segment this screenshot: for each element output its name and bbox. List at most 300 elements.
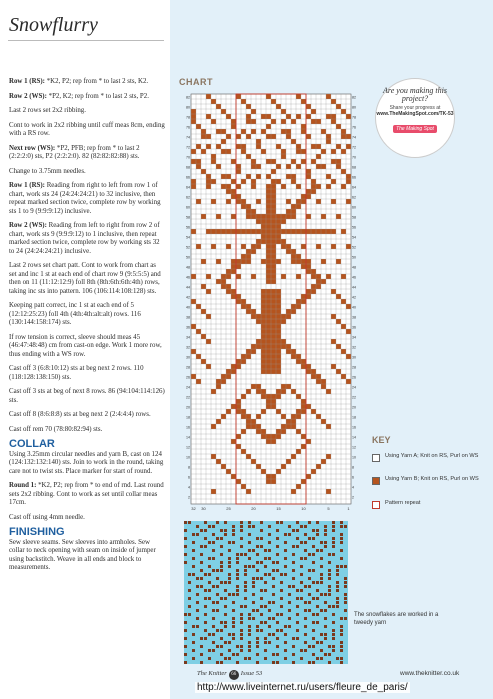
chart-stitch <box>311 274 316 279</box>
swatch-stitch <box>296 637 299 640</box>
chart-row-label: 72 <box>352 145 356 150</box>
swatch-stitch <box>212 625 215 628</box>
swatch-stitch <box>280 581 283 584</box>
instruction-text: Last 2 rows set chart patt. Cont to work from chart as set and inc 1 st at each end of chart row 9 (9:5:5:5) and then on 11 (11:12:12:9) foll 8th (8th:6th:6th:4th) rows, taking inc sts into pattern. 106 (106:114:108:128) sts. <box>9 262 161 295</box>
chart-stitch <box>266 214 271 219</box>
chart-stitch <box>321 214 326 219</box>
chart-stitch <box>326 274 331 279</box>
swatch-stitch <box>224 589 227 592</box>
swatch-stitch <box>260 577 263 580</box>
finishing-text: Sew sleeve seams. Sew sleeves into armholes. Sew collar to neck opening with seam on inside of jumper using backstitch. Weave in all ends and block to measurements. <box>9 538 156 571</box>
chart-stitch <box>261 234 266 239</box>
swatch-stitch <box>220 553 223 556</box>
chart-stitch <box>336 124 341 129</box>
swatch-stitch <box>320 641 323 644</box>
chart-stitch <box>331 179 336 184</box>
swatch-stitch <box>236 653 239 656</box>
swatch-stitch <box>312 581 315 584</box>
swatch-stitch <box>304 633 307 636</box>
chart-stitch <box>296 164 301 169</box>
chart-stitch <box>326 184 331 189</box>
chart-stitch <box>291 204 296 209</box>
chart-stitch <box>321 149 326 154</box>
swatch-stitch <box>320 633 323 636</box>
chart-stitch <box>236 444 241 449</box>
chart-stitch <box>281 184 286 189</box>
chart-row-label: 78 <box>186 115 190 120</box>
swatch-stitch <box>296 521 299 524</box>
chart-stitch <box>266 209 271 214</box>
chart-stitch <box>196 124 201 129</box>
swatch-stitch <box>276 621 279 624</box>
chart-stitch <box>306 194 311 199</box>
instruction-row-label: Row 1 (RS): <box>9 182 45 189</box>
chart-stitch <box>291 174 296 179</box>
swatch-stitch <box>324 609 327 612</box>
swatch-stitch <box>332 545 335 548</box>
chart-stitch <box>276 329 281 334</box>
swatch-stitch <box>208 573 211 576</box>
swatch-stitch <box>252 593 255 596</box>
chart-stitch <box>266 224 271 229</box>
swatch-stitch <box>196 577 199 580</box>
knitted-swatch-photo <box>184 521 348 664</box>
chart-stitch <box>271 234 276 239</box>
swatch-stitch <box>280 597 283 600</box>
chart-stitch <box>306 264 311 269</box>
chart-stitch <box>261 434 266 439</box>
chart-stitch <box>221 464 226 469</box>
swatch-stitch <box>240 637 243 640</box>
swatch-stitch <box>240 645 243 648</box>
chart-stitch <box>276 239 281 244</box>
chart-stitch <box>336 344 341 349</box>
chart-stitch <box>331 364 336 369</box>
swatch-stitch <box>324 637 327 640</box>
chart-stitch <box>246 349 251 354</box>
swatch-stitch <box>184 545 187 548</box>
swatch-stitch <box>192 633 195 636</box>
chart-stitch <box>256 229 261 234</box>
chart-row-label: 14 <box>186 435 190 440</box>
swatch-stitch <box>332 649 335 652</box>
swatch-stitch <box>212 633 215 636</box>
chart-row-label: 12 <box>186 445 190 450</box>
chart-stitch <box>231 289 236 294</box>
chart-row-label: 70 <box>186 155 190 160</box>
instruction-paragraph <box>9 78 165 87</box>
swatch-stitch <box>244 573 247 576</box>
chart-stitch <box>211 199 216 204</box>
chart-stitch <box>261 214 266 219</box>
swatch-stitch <box>256 645 259 648</box>
chart-row-label: 18 <box>352 415 356 420</box>
chart-row-label: 70 <box>352 155 356 160</box>
chart-stitch <box>271 349 276 354</box>
chart-stitch <box>221 284 226 289</box>
chart-stitch <box>291 389 296 394</box>
chart-row-label: 44 <box>186 285 190 290</box>
chart-stitch <box>296 359 301 364</box>
swatch-stitch <box>192 549 195 552</box>
swatch-stitch <box>200 653 203 656</box>
swatch-stitch <box>220 569 223 572</box>
swatch-stitch <box>332 621 335 624</box>
chart-stitch <box>271 299 276 304</box>
chart-stitch <box>276 179 281 184</box>
swatch-stitch <box>316 613 319 616</box>
chart-stitch <box>221 109 226 114</box>
chart-stitch <box>206 274 211 279</box>
chart-stitch <box>256 414 261 419</box>
chart-stitch <box>321 259 326 264</box>
chart-row-label: 2 <box>188 495 190 500</box>
promo-url[interactable]: www.TheMakingSpot.com/TK-53 <box>376 111 454 117</box>
chart-row-label: 74 <box>186 135 190 140</box>
chart-stitch <box>246 114 251 119</box>
chart-row-label: 32 <box>352 345 356 350</box>
swatch-stitch <box>304 541 307 544</box>
chart-stitch <box>266 189 271 194</box>
swatch-stitch <box>268 573 271 576</box>
chart-stitch <box>266 349 271 354</box>
chart-stitch <box>291 229 296 234</box>
chart-stitch <box>281 239 286 244</box>
swatch-stitch <box>200 577 203 580</box>
swatch-stitch <box>240 553 243 556</box>
chart-stitch <box>266 269 271 274</box>
making-spot-logo: The Making Spot <box>393 125 437 133</box>
chart-row-label: 22 <box>352 395 356 400</box>
swatch-stitch <box>272 661 275 664</box>
chart-stitch <box>271 304 276 309</box>
chart-stitch <box>201 134 206 139</box>
swatch-stitch <box>212 649 215 652</box>
chart-stitch <box>281 219 286 224</box>
swatch-stitch <box>252 525 255 528</box>
chart-stitch <box>306 174 311 179</box>
swatch-stitch <box>304 609 307 612</box>
swatch-stitch <box>324 525 327 528</box>
chart-stitch <box>276 339 281 344</box>
chart-stitch <box>316 184 321 189</box>
finishing-heading: FINISHING <box>9 526 65 538</box>
swatch-stitch <box>336 589 339 592</box>
swatch-stitch <box>304 533 307 536</box>
chart-stitch <box>316 464 321 469</box>
chart-stitch <box>261 224 266 229</box>
swatch-stitch <box>232 653 235 656</box>
instruction-paragraph <box>9 122 165 139</box>
chart-row-label: 52 <box>186 245 190 250</box>
swatch-stitch <box>224 533 227 536</box>
chart-row-label: 72 <box>186 145 190 150</box>
chart-row-label: 20 <box>186 405 190 410</box>
chart-row-label: 38 <box>186 315 190 320</box>
chart-stitch <box>206 94 211 99</box>
chart-stitch <box>321 379 326 384</box>
swatch-stitch <box>240 521 243 524</box>
chart-stitch <box>241 179 246 184</box>
chart-stitch <box>291 119 296 124</box>
swatch-stitch <box>228 549 231 552</box>
chart-stitch <box>256 389 261 394</box>
chart-stitch <box>286 129 291 134</box>
swatch-stitch <box>328 569 331 572</box>
chart-stitch <box>191 109 196 114</box>
chart-stitch <box>316 144 321 149</box>
chart-stitch <box>341 229 346 234</box>
chart-stitch <box>266 319 271 324</box>
chart-stitch <box>276 359 281 364</box>
chart-stitch <box>271 399 276 404</box>
chart-row-label: 14 <box>352 435 356 440</box>
chart-stitch <box>336 104 341 109</box>
chart-stitch <box>276 289 281 294</box>
chart-stitch <box>256 219 261 224</box>
instruction-text: Reading from left to right from row 2 of chart, work sts 9 (9:9:9:12) to 1 inclusive, then repeat marked section twice, complete row by working sts 32 to 24 (24:24:24:21) inclusive. <box>9 222 160 255</box>
swatch-stitch <box>316 521 319 524</box>
chart-stitch <box>281 214 286 219</box>
instruction-text: Cast off using 4mm needle. <box>9 513 85 521</box>
swatch-stitch <box>192 657 195 660</box>
chart-stitch <box>216 384 221 389</box>
swatch-stitch <box>224 621 227 624</box>
chart-stitch <box>221 274 226 279</box>
chart-stitch <box>221 174 226 179</box>
swatch-stitch <box>280 613 283 616</box>
chart-stitch <box>266 174 271 179</box>
chart-stitch <box>256 429 261 434</box>
chart-stitch <box>271 479 276 484</box>
swatch-stitch <box>344 577 347 580</box>
swatch-stitch <box>204 589 207 592</box>
chart-stitch <box>346 329 351 334</box>
swatch-stitch <box>260 629 263 632</box>
chart-stitch <box>276 259 281 264</box>
chart-stitch <box>306 104 311 109</box>
chart-stitch <box>311 189 316 194</box>
swatch-stitch <box>292 661 295 664</box>
swatch-stitch <box>204 573 207 576</box>
chart-stitch <box>311 184 316 189</box>
chart-stitch <box>221 279 226 284</box>
instruction-text: *P2, K2; rep from * to last 2 sts, P2. <box>46 92 149 100</box>
chart-row-label: 26 <box>186 375 190 380</box>
swatch-stitch <box>240 605 243 608</box>
chart-stitch <box>276 354 281 359</box>
swatch-stitch <box>252 617 255 620</box>
chart-stitch <box>341 349 346 354</box>
chart-stitch <box>271 239 276 244</box>
chart-stitch <box>296 254 301 259</box>
swatch-stitch <box>332 541 335 544</box>
swatch-stitch <box>344 597 347 600</box>
chart-stitch <box>276 294 281 299</box>
chart-stitch <box>261 294 266 299</box>
swatch-stitch <box>284 549 287 552</box>
chart-column-label: 1 <box>347 506 350 510</box>
swatch-stitch <box>336 597 339 600</box>
swatch-stitch <box>204 637 207 640</box>
swatch-stitch <box>320 649 323 652</box>
chart-stitch <box>256 319 261 324</box>
promo-badge[interactable] <box>375 78 455 158</box>
chart-stitch <box>306 259 311 264</box>
chart-stitch <box>196 159 201 164</box>
swatch-stitch <box>196 525 199 528</box>
chart-row-label: 34 <box>186 335 190 340</box>
chart-row-label: 54 <box>352 235 356 240</box>
swatch-stitch <box>240 649 243 652</box>
chart-stitch <box>286 244 291 249</box>
instruction-paragraph <box>9 388 165 405</box>
chart-stitch <box>211 389 216 394</box>
chart-stitch <box>201 359 206 364</box>
swatch-stitch <box>284 573 287 576</box>
chart-stitch <box>256 214 261 219</box>
chart-stitch <box>296 274 301 279</box>
chart-stitch <box>251 119 256 124</box>
chart-stitch <box>301 129 306 134</box>
chart-row-label: 20 <box>352 405 356 410</box>
footer-site[interactable]: www.theknitter.co.uk <box>400 670 460 677</box>
watermark-url[interactable]: http://www.liveinternet.ru/users/fleure_de_paris/ <box>197 682 408 693</box>
swatch-stitch <box>280 605 283 608</box>
chart-stitch <box>221 379 226 384</box>
swatch-stitch <box>256 553 259 556</box>
chart-stitch <box>336 144 341 149</box>
chart-stitch <box>281 129 286 134</box>
swatch-stitch <box>208 525 211 528</box>
swatch-stitch <box>252 585 255 588</box>
chart-stitch <box>316 119 321 124</box>
swatch-stitch <box>256 661 259 664</box>
chart-stitch <box>256 164 261 169</box>
chart-stitch <box>241 144 246 149</box>
swatch-stitch <box>300 649 303 652</box>
chart-stitch <box>261 354 266 359</box>
chart-stitch <box>336 259 341 264</box>
swatch-stitch <box>344 525 347 528</box>
chart-stitch <box>281 109 286 114</box>
swatch-stitch <box>320 577 323 580</box>
chart-stitch <box>301 444 306 449</box>
chart-stitch <box>266 364 271 369</box>
swatch-stitch <box>188 521 191 524</box>
chart-stitch <box>316 374 321 379</box>
swatch-stitch <box>256 561 259 564</box>
swatch-stitch <box>192 641 195 644</box>
chart-stitch <box>276 234 281 239</box>
instruction-text: *K2, P2; rep from * to end of rnd. Last round sets 2x2 ribbing. Cont to work as set until collar meas 17cm. <box>9 482 164 506</box>
swatch-stitch <box>328 577 331 580</box>
swatch-stitch <box>232 593 235 596</box>
chart-stitch <box>201 259 206 264</box>
swatch-stitch <box>252 601 255 604</box>
chart-row-label: 54 <box>186 235 190 240</box>
swatch-stitch <box>264 657 267 660</box>
chart-stitch <box>231 364 236 369</box>
chart-stitch <box>336 369 341 374</box>
swatch-stitch <box>276 553 279 556</box>
chart-stitch <box>236 184 241 189</box>
swatch-stitch <box>188 613 191 616</box>
key-heading: KEY <box>372 435 391 445</box>
chart-stitch <box>241 99 246 104</box>
chart-row-label: 80 <box>186 105 190 110</box>
chart-row-label: 4 <box>352 485 354 490</box>
swatch-stitch <box>316 641 319 644</box>
chart-stitch <box>196 199 201 204</box>
swatch-stitch <box>200 569 203 572</box>
chart-stitch <box>246 414 251 419</box>
swatch-stitch <box>264 649 267 652</box>
swatch-stitch <box>200 545 203 548</box>
swatch-stitch <box>260 613 263 616</box>
chart-row-label: 6 <box>188 475 190 480</box>
chart-stitch <box>296 144 301 149</box>
chart-row-label: 60 <box>186 205 190 210</box>
swatch-stitch <box>212 569 215 572</box>
swatch-stitch <box>268 601 271 604</box>
swatch-stitch <box>228 581 231 584</box>
chart-stitch <box>201 309 206 314</box>
chart-stitch <box>261 219 266 224</box>
chart-stitch <box>261 239 266 244</box>
chart-stitch <box>306 364 311 369</box>
swatch-stitch <box>320 549 323 552</box>
chart-stitch <box>246 259 251 264</box>
chart-stitch <box>276 164 281 169</box>
title-divider <box>8 40 164 41</box>
swatch-stitch <box>336 581 339 584</box>
chart-stitch <box>316 199 321 204</box>
chart-stitch <box>306 439 311 444</box>
swatch-stitch <box>332 529 335 532</box>
swatch-stitch <box>264 549 267 552</box>
swatch-stitch <box>288 625 291 628</box>
chart-stitch <box>276 219 281 224</box>
chart-stitch <box>271 274 276 279</box>
chart-stitch <box>256 174 261 179</box>
chart-stitch <box>296 484 301 489</box>
chart-stitch <box>271 229 276 234</box>
swatch-stitch <box>304 601 307 604</box>
chart-stitch <box>286 419 291 424</box>
swatch-stitch <box>312 645 315 648</box>
chart-stitch <box>251 349 256 354</box>
swatch-stitch <box>216 609 219 612</box>
swatch-stitch <box>264 621 267 624</box>
swatch-stitch <box>256 609 259 612</box>
swatch-stitch <box>248 549 251 552</box>
swatch-stitch <box>284 565 287 568</box>
swatch-stitch <box>204 529 207 532</box>
chart-row-label: 36 <box>186 325 190 330</box>
chart-stitch <box>271 179 276 184</box>
swatch-stitch <box>216 537 219 540</box>
chart-stitch <box>286 164 291 169</box>
chart-stitch <box>271 259 276 264</box>
chart-stitch <box>221 184 226 189</box>
swatch-stitch <box>248 629 251 632</box>
swatch-stitch <box>236 557 239 560</box>
chart-stitch <box>201 334 206 339</box>
chart-stitch <box>256 239 261 244</box>
chart-row-label: 62 <box>186 195 190 200</box>
chart-stitch <box>271 474 276 479</box>
